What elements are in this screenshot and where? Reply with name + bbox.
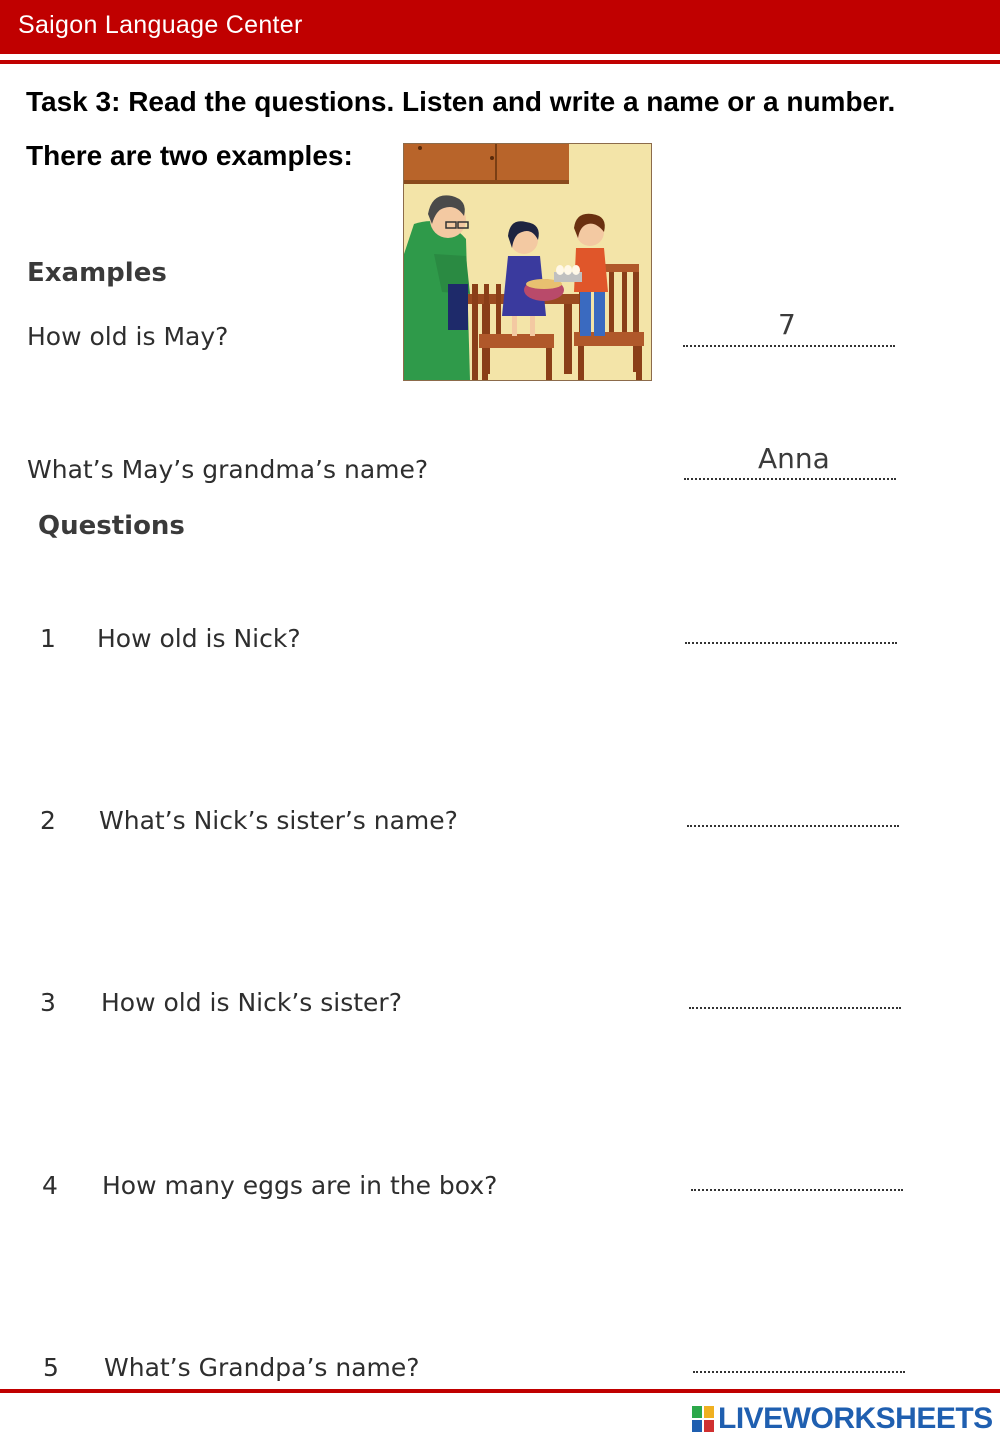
question-number: 3 [40,988,56,1017]
question-text: What’s Nick’s sister’s name? [99,806,458,835]
example-answer: Anna [758,442,830,475]
example-question: How old is May? [27,322,229,351]
example-question: What’s May’s grandma’s name? [27,455,429,484]
question-number: 5 [43,1353,59,1382]
answer-blank[interactable] [689,1007,901,1009]
header-divider [0,60,1000,64]
liveworksheets-logo [692,1402,993,1436]
questions-heading: Questions [38,511,185,541]
example-answer-line [684,478,896,480]
header-bar [0,0,1000,54]
kitchen-illustration [403,143,652,381]
task-subtitle: There are two examples: [26,140,353,171]
question-number: 4 [42,1171,58,1200]
answer-blank[interactable] [691,1189,903,1191]
answer-blank[interactable] [685,642,897,644]
liveworksheets-logo-icon [692,1406,714,1432]
example-answer-line [683,345,895,347]
brand-name: LIVEWORKSHEETS [718,1402,993,1435]
footer-divider [0,1389,1000,1393]
question-text: How many eggs are in the box? [102,1171,498,1200]
question-number: 2 [40,806,56,835]
task-title: Task 3: Read the questions. Listen and write a name or a number. [26,86,896,117]
answer-blank[interactable] [693,1371,905,1373]
answer-blank[interactable] [687,825,899,827]
example-answer: 7 [778,308,796,341]
question-text: What’s Grandpa’s name? [104,1353,420,1382]
examples-heading: Examples [27,258,167,288]
question-text: How old is Nick’s sister? [101,988,402,1017]
header-title: Saigon Language Center [18,11,303,39]
question-text: How old is Nick? [97,624,301,653]
question-number: 1 [40,624,56,653]
